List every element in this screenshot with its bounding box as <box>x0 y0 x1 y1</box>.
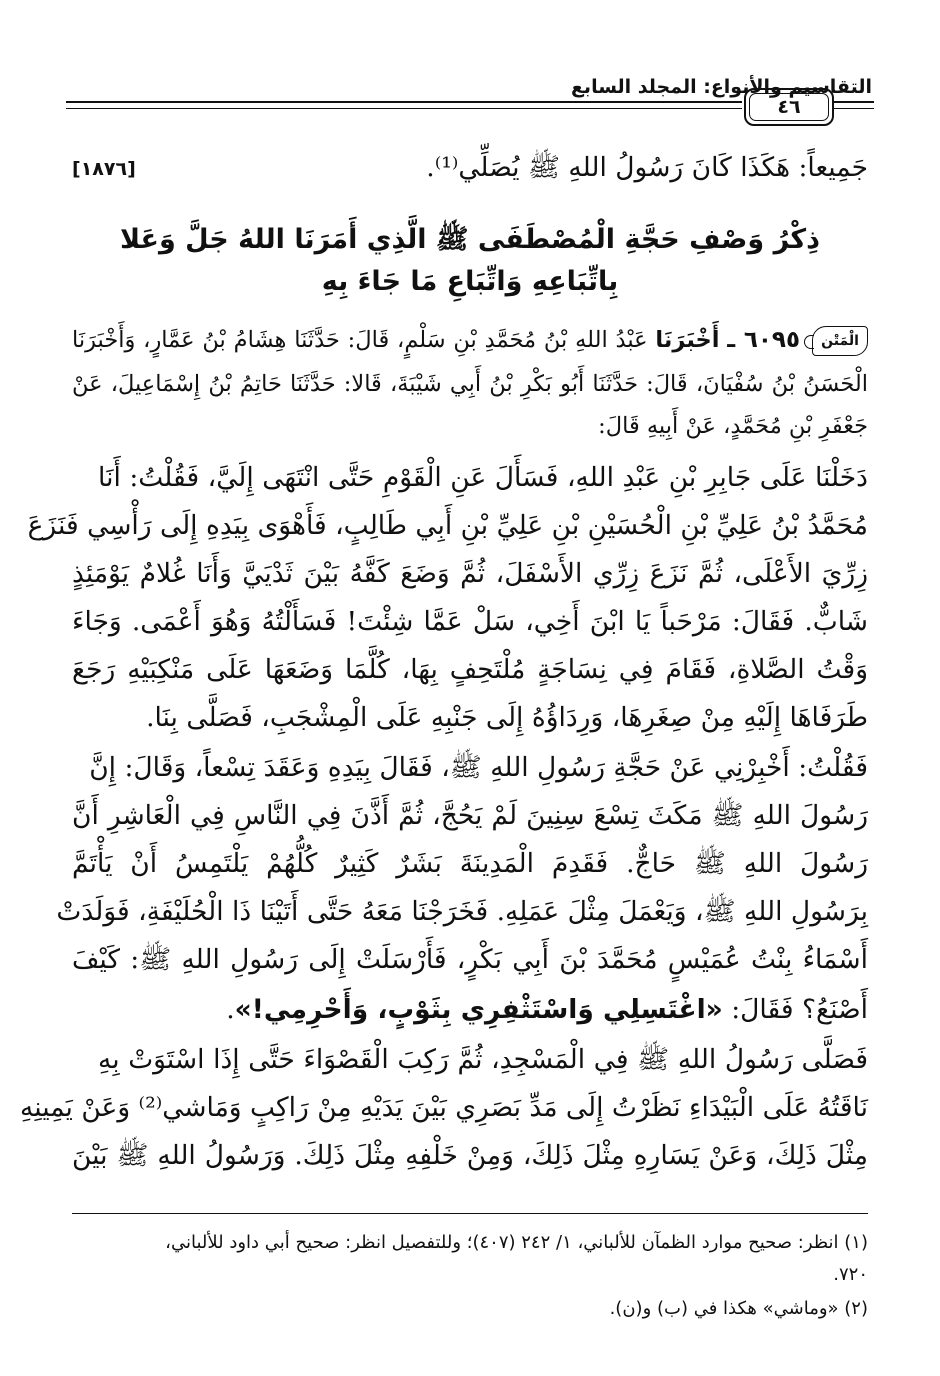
text-line: رَسُولَ اللهِ ﷺ مَكَثَ تِسْعَ سِنِينَ لَمْ يَحُجَّ، ثُمَّ أَذَّنَ فِي النَّاسِ فِي الْعَاشِرِ أَنَّ <box>72 800 868 831</box>
footnote-2: (٢) «وماشي» هكذا في (ب) و(ن). <box>609 1298 868 1319</box>
text-line: طَرَفَاهَا إِلَيْهِ مِنْ صِغَرِهَا، وَرِدَاؤُهُ إِلَى جَنْبِهِ عَلَى الْمِشْجَبِ، فَصَلَّى بِنَا. <box>146 702 868 733</box>
isnad-line: الْحَسَنُ بْنُ سُفْيَانَ، قَالَ: حَدَّثَنَا أَبُو بَكْرِ بْنُ أَبِي شَيْبَةَ، قَالا: حَدَّثَنَا حَاتِمُ بْنُ إِسْمَاعِيلَ، عَنْ <box>72 371 868 397</box>
text-line: شَابٌّ. فَقَالَ: مَرْحَباً يَا ابْنَ أَخِي، سَلْ عَمَّا شِئْتَ! فَسَأَلْتُهُ وَهُوَ أَعْمَى. وَجَاءَ <box>72 606 868 637</box>
text-line: زِرِّيَ الأَعْلَى، ثُمَّ نَزَعَ زِرِّي الأَسْفَلَ، ثُمَّ وَضَعَ كَفَّهُ بَيْنَ ثَدْيَيَّ وَأَنَا غُلامٌ يَوْمَئِذٍ <box>72 558 868 589</box>
chapter-heading-line-2: بِاتِّبَاعِهِ وَاتِّبَاعِ مَا جَاءَ بِهِ <box>321 266 619 297</box>
isnad-line: جَعْفَرِ بْنِ مُحَمَّدٍ، عَنْ أَبِيهِ قَالَ: <box>598 413 868 439</box>
header-rule <box>834 101 874 103</box>
footnote-separator <box>72 1213 868 1214</box>
text-line <box>72 992 868 1028</box>
matn-badge <box>812 326 868 356</box>
header-rule <box>66 108 742 109</box>
opening-line: جَمِيعاً: هَكَذَا كَانَ رَسُولُ اللهِ ﷺ يُصَلِّي⁽¹⁾. <box>426 152 868 183</box>
text-fragment: . <box>226 994 235 1025</box>
text-line: نَاقَتُهُ عَلَى الْبَيْدَاءِ نَظَرْتُ إِلَى مَدِّ بَصَرِي بَيْنَ يَدَيْهِ مِنْ رَاكِبٍ وَمَاشي⁽²⁾ وَعَنْ يَمِينِهِ <box>20 1092 868 1123</box>
text-line: وَقْتُ الصَّلاةِ، فَقَامَ فِي نِسَاجَةٍ مُلْتَحِفٍ بِهَا، كُلَّمَا وَضَعَهَا عَلَى مَنْكِبَيْهِ رَجَعَ <box>72 654 868 685</box>
chapter-heading-line-1: ذِكْرُ وَصْفِ حَجَّةِ الْمُصْطَفَى ﷺ الَّذِي أَمَرَنَا اللهُ جَلَّ وَعَلا <box>120 224 820 255</box>
header-rule <box>834 108 874 109</box>
badge-label: الْمَتْن <box>821 333 859 349</box>
running-title: التقاسيم والأنواع: المجلد السابع <box>570 76 872 98</box>
badge-ornament <box>804 335 814 349</box>
page-number-frame <box>744 88 834 126</box>
page-number: ٤٦ <box>749 93 829 121</box>
text-line: أَسْمَاءُ بِنْتُ عُمَيْسٍ مُحَمَّدَ بْنَ أَبِي بَكْرٍ، فَأَرْسَلَتْ إِلَى رَسُولِ اللهِ ﷺ: كَيْفَ <box>72 944 868 975</box>
prophet-quote: «اغْتَسِلِي وَاسْتَثْفِرِي بِثَوْبٍ، وَأَحْرِمِي!» <box>234 994 723 1025</box>
text-line: رَسُولَ اللهِ ﷺ حَاجٌّ. فَقَدِمَ الْمَدِينَةَ بَشَرٌ كَثِيرٌ كُلُّهُمْ يَلْتَمِسُ أَنْ يَأْتَمَّ <box>72 848 868 879</box>
text-line: بِرَسُولِ اللهِ ﷺ، وَيَعْمَلَ مِثْلَ عَمَلِهِ. فَخَرَجْنَا مَعَهُ حَتَّى أَتَيْنَا ذَا الْحُلَيْفَةِ، فَوَلَدَتْ <box>56 896 868 927</box>
footnote-1: (١) انظر: صحيح موارد الظمآن للألباني، ١/ ٢٤٢ (٤٠٧)؛ وللتفصيل انظر: صحيح أبي داود للألباني، <box>165 1232 868 1253</box>
text-line: دَخَلْنَا عَلَى جَابِرِ بْنِ عَبْدِ اللهِ، فَسَأَلَ عَنِ الْقَوْمِ حَتَّى انْتَهَى إِلَيَّ، فَقُلْتُ: أَنَا <box>98 462 868 493</box>
text-line: مِثْلَ ذَلِكَ، وَعَنْ يَسَارِهِ مِثْلَ ذَلِكَ، وَمِنْ خَلْفِهِ مِثْلَ ذَلِكَ. وَرَسُولُ اللهِ ﷺ بَيْنَ <box>72 1140 868 1171</box>
footnote-1-continued: ٧٢٠. <box>833 1264 868 1285</box>
text-line: فَقُلْتُ: أَخْبِرْنِي عَنْ حَجَّةِ رَسُولِ اللهِ ﷺ، فَقَالَ بِيَدِهِ وَعَقَدَ تِسْعاً، وَقَالَ: إِنَّ <box>89 752 868 783</box>
text-fragment: أَصْنَعُ؟ فَقَالَ: <box>722 994 868 1025</box>
text-line: فَصَلَّى رَسُولُ اللهِ ﷺ فِي الْمَسْجِدِ، ثُمَّ رَكِبَ الْقَصْوَاءَ حَتَّى إِذَا اسْتَوَتْ بِهِ <box>98 1044 868 1075</box>
akhbarana-lead: أَخْبَرَنَا <box>655 327 720 353</box>
hadith-number: ٦٠٩٥ ـ <box>727 327 800 353</box>
text-line: مُحَمَّدُ بْنُ عَلِيِّ بْنِ الْحُسَيْنِ بْنِ عَلِيِّ بْنِ أَبِي طَالِبٍ، فَأَهْوَى بِيَدِهِ إِلَى رَأْسِي فَنَزَعَ <box>27 510 868 541</box>
isnad-text: عَبْدُ اللهِ بْنُ مُحَمَّدِ بْنِ سَلْمٍ، قَالَ: حَدَّثَنَا هِشَامُ بْنُ عَمَّارٍ، وَأَخْبَرَنَا <box>72 327 656 353</box>
header-rule <box>66 101 742 103</box>
reference-number: [١٨٧٦] <box>72 158 136 180</box>
isnad-line <box>72 324 800 356</box>
